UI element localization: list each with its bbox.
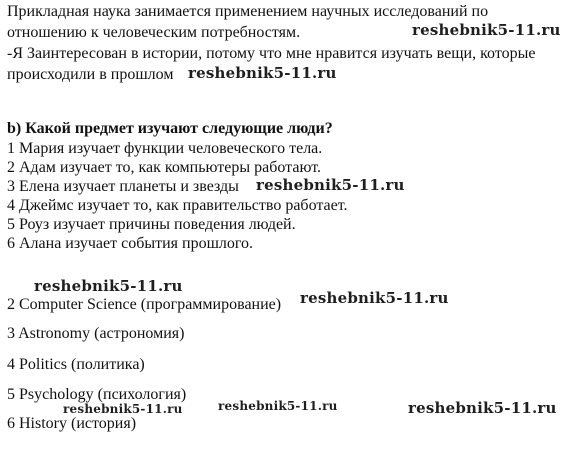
question-item-6: 6 Алана изучает события прошлого. [7,235,254,252]
answer-item-4: 4 Politics (политика) [7,356,145,373]
watermark: reshebnik5-11.ru [412,21,561,39]
question-item-2: 2 Адам изучает то, как компьютеры работают. [7,159,321,176]
watermark: reshebnik5-11.ru [300,289,449,307]
question-item-1: 1 Мария изучает функции человеческого тела. [7,140,323,157]
answer-item-3: 3 Astronomy (астрономия) [7,325,185,342]
intro-line-4: происходили в прошлом [7,66,174,83]
watermark: reshebnik5-11.ru [188,64,337,82]
intro-line-1: Прикладная наука занимается применением научных исследований по [7,3,489,20]
question-item-3: 3 Елена изучает планеты и звезды [7,178,239,195]
watermark: reshebnik5-11.ru [218,399,338,413]
section-b-heading: b) Какой предмет изучают следующие люди? [7,120,333,137]
watermark: reshebnik5-11.ru [408,399,557,417]
watermark: reshebnik5-11.ru [63,402,183,416]
watermark: reshebnik5-11.ru [34,277,183,295]
answer-item-5: 5 Psychology (психология) [7,386,187,403]
intro-line-2: отношению к человеческим потребностям. [7,24,301,41]
question-item-4: 4 Джеймс изучает то, как правительство работает. [7,197,348,214]
answer-item-6: 6 History (история) [7,415,137,432]
answer-item-2: 2 Computer Science (программирование) [7,296,282,313]
intro-line-3: -Я Заинтересован в истории, потому что мне нравится изучать вещи, которые [7,45,536,62]
question-item-5: 5 Роуз изучает причины поведения людей. [7,216,296,233]
watermark: reshebnik5-11.ru [256,176,405,194]
